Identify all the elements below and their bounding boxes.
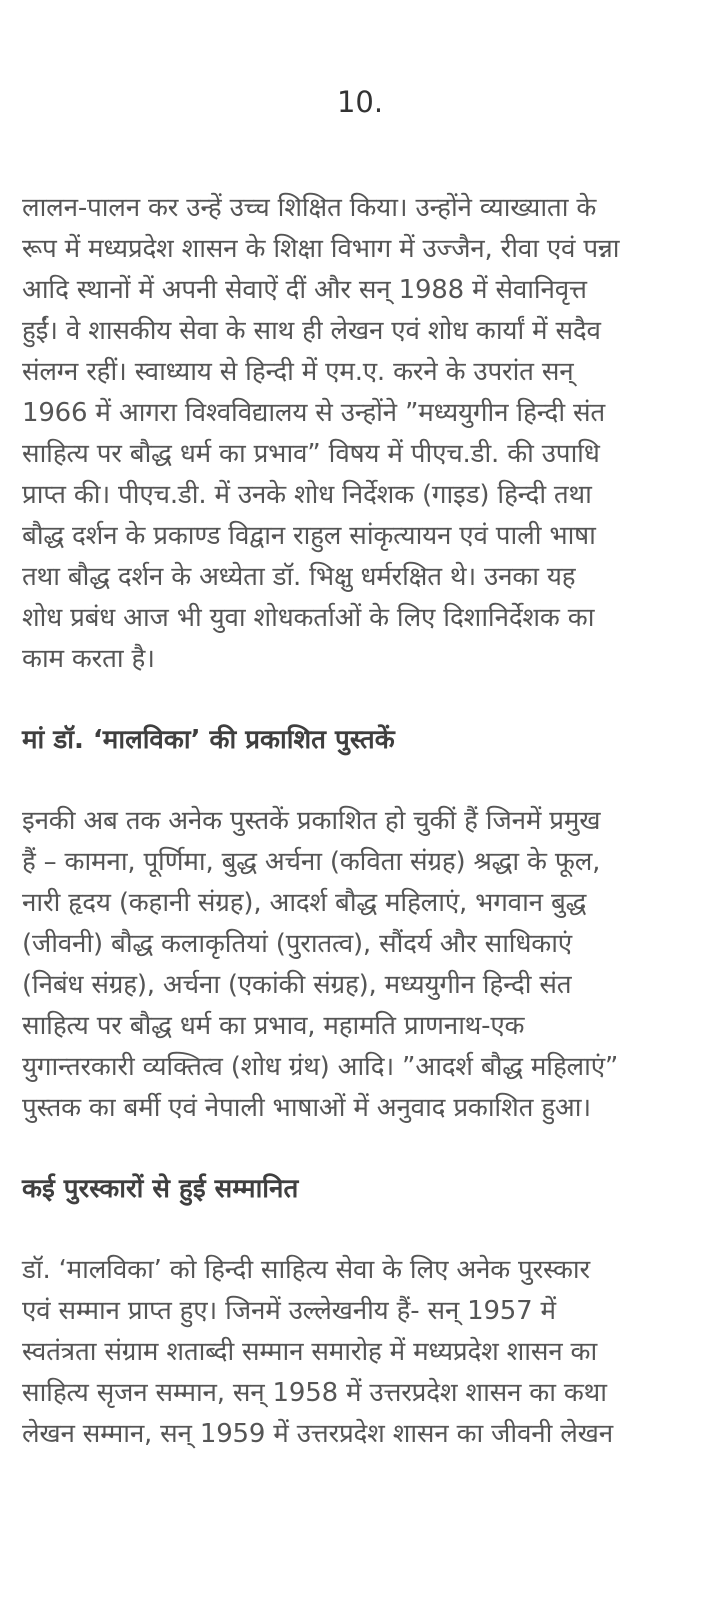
text-line: साहित्य पर बौद्ध धर्म का प्रभाव” विषय में पीएच.डी. की उपाधि bbox=[22, 439, 600, 469]
awards-paragraph bbox=[22, 1250, 702, 1455]
text-line: युगान्तरकारी व्यक्तित्व (शोध ग्रंथ) आदि। ”आदर्श बौद्ध महिलाएं” bbox=[22, 1052, 619, 1082]
text-line: शोध प्रबंध आज भी युवा शोधकर्ताओं के लिए दिशानिर्देशक का bbox=[22, 603, 595, 633]
text-line: साहित्य सृजन सम्मान, सन् 1958 में उत्तरप्रदेश शासन का कथा bbox=[22, 1378, 607, 1408]
spacer bbox=[22, 680, 702, 720]
text-line: साहित्य पर बौद्ध धर्म का प्रभाव, महामति प्राणनाथ-एक bbox=[22, 1011, 525, 1041]
text-line: (जीवनी) बौद्ध कलाकृतियां (पुरातत्व), सौंदर्य और साधिकाएं bbox=[22, 929, 572, 959]
text-line: आदि स्थानों में अपनी सेवाऐं दीं और सन् 1988 में सेवानिवृत्त bbox=[22, 275, 587, 305]
text-line: हैं – कामना, पूर्णिमा, बुद्ध अर्चना (कविता संग्रह) श्रद्धा के फूल, bbox=[22, 847, 601, 877]
text-line: लेखन सम्मान, सन् 1959 में उत्तरप्रदेश शासन का जीवनी लेखन bbox=[22, 1419, 613, 1449]
books-paragraph bbox=[22, 801, 702, 1129]
text-line: डॉ. ‘मालविका’ को हिन्दी साहित्य सेवा के लिए अनेक पुरस्कार bbox=[22, 1255, 590, 1285]
text-line: (निबंध संग्रह), अर्चना (एकांकी संग्रह), मध्ययुगीन हिन्दी संत bbox=[22, 970, 572, 1000]
text-line: इनकी अब तक अनेक पुस्तकें प्रकाशित हो चुकीं हैं जिनमें प्रमुख bbox=[22, 806, 601, 836]
page-number: 10. bbox=[336, 85, 384, 119]
intro-paragraph bbox=[22, 188, 702, 680]
text-line: पुस्तक का बर्मी एवं नेपाली भाषाओं में अनुवाद प्रकाशित हुआ। bbox=[22, 1093, 591, 1123]
text-line: नारी हृदय (कहानी संग्रह), आदर्श बौद्ध महिलाएं, भगवान बुद्ध bbox=[22, 888, 587, 918]
spacer bbox=[22, 1210, 702, 1250]
text-line: काम करता है। bbox=[22, 644, 155, 674]
text-line: रूप में मध्यप्रदेश शासन के शिक्षा विभाग में उज्जैन, रीवा एवं पन्ना bbox=[22, 234, 620, 264]
text-line: प्राप्त की। पीएच.डी. में उनके शोध निर्देशक (गाइड) हिन्दी तथा bbox=[22, 480, 592, 510]
text-line: 1966 में आगरा विश्वविद्यालय से उन्होंने ”मध्ययुगीन हिन्दी संत bbox=[22, 398, 605, 428]
text-line: संलग्न रहीं। स्वाध्याय से हिन्दी में एम.ए. करने के उपरांत सन् bbox=[22, 357, 574, 387]
text-line: हुईं। वे शासकीय सेवा के साथ ही लेखन एवं शोध कार्यां में सदैव bbox=[22, 316, 601, 346]
spacer bbox=[22, 761, 702, 801]
article-body bbox=[22, 188, 702, 1455]
text-line: स्वतंत्रता संग्राम शताब्दी सम्मान समारोह में मध्यप्रदेश शासन का bbox=[22, 1337, 598, 1367]
awards-heading: कई पुरस्कारों से हुई सम्मानित bbox=[22, 1174, 299, 1204]
books-heading: मां डॉ. ‘मालविका’ की प्रकाशित पुस्तकें bbox=[22, 725, 395, 755]
text-line: एवं सम्मान प्राप्त हुए। जिनमें उल्लेखनीय हैं- सन् 1957 में bbox=[22, 1296, 556, 1326]
text-line: तथा बौद्ध दर्शन के अध्येता डॉ. भिक्षु धर्मरक्षित थे। उनका यह bbox=[22, 562, 576, 592]
text-line: लालन-पालन कर उन्हें उच्च शिक्षित किया। उन्होंने व्याख्याता के bbox=[22, 193, 597, 223]
spacer bbox=[22, 1129, 702, 1169]
text-line: बौद्ध दर्शन के प्रकाण्ड विद्वान राहुल सांकृत्यायन एवं पाली भाषा bbox=[22, 521, 596, 551]
